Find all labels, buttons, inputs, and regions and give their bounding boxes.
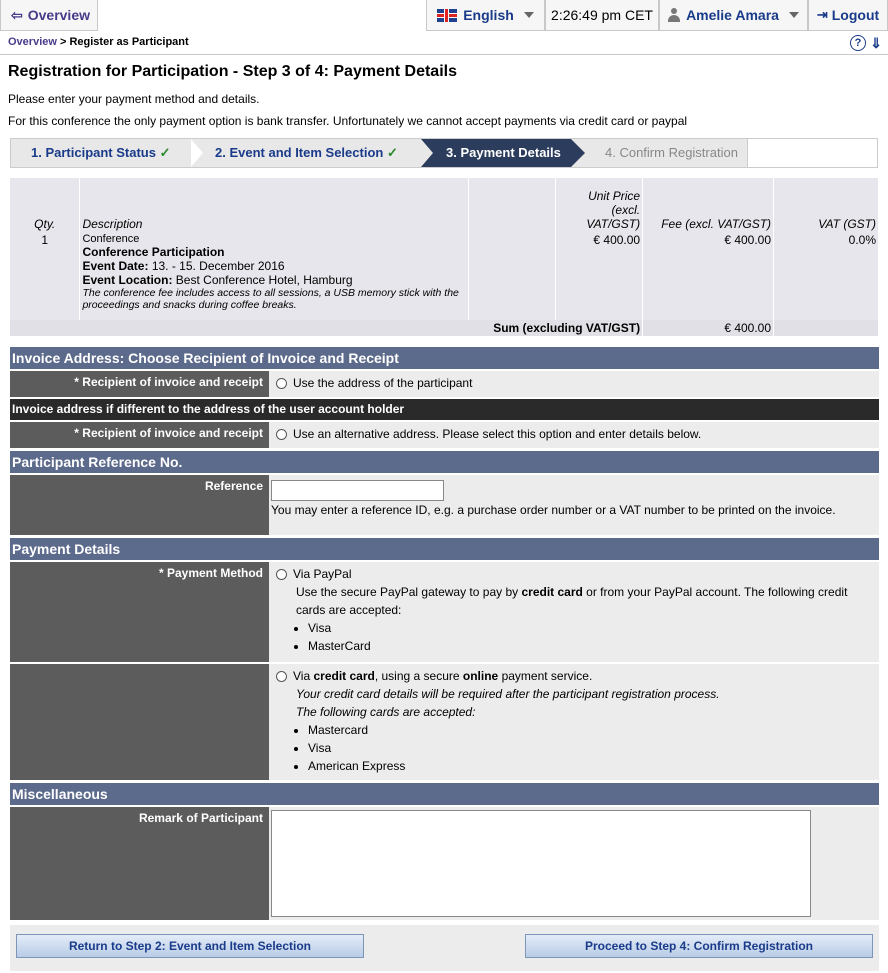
reference-row (10, 475, 879, 535)
list-item: • Visa (308, 619, 873, 637)
list-item: • MasterCard (308, 637, 873, 655)
step-separator (421, 139, 433, 167)
items-table (10, 178, 879, 336)
cc-option (276, 667, 873, 685)
page-title: Registration for Participation - Step 3 of 4: Payment Details (8, 63, 457, 80)
payment-method-label: * Payment Method (10, 562, 269, 662)
recipient-alt-field (269, 422, 879, 448)
chevron-down-icon (789, 12, 799, 18)
row-description (80, 232, 469, 320)
cc-bold-2: online (462, 669, 499, 683)
user-menu[interactable] (659, 0, 808, 31)
col-empty (469, 178, 556, 232)
language-label: English (463, 7, 514, 23)
payment-paypal-row (10, 562, 879, 662)
cc-note-2: The following cards are accepted: (296, 705, 476, 719)
paypal-desc-bold: credit card (521, 585, 583, 599)
list-item: • American Express (308, 757, 873, 775)
option-alternative-label: Use an alternative address. Please select this option and enter details below. (293, 427, 702, 441)
col-fee: Fee (excl. VAT/GST) (643, 178, 774, 232)
user-name: Amelie Amara (686, 7, 779, 23)
back-arrow-icon: ⇦ (11, 6, 23, 23)
cc-text-2: , using a secure (374, 669, 463, 683)
paypal-cards-list (276, 619, 873, 655)
check-icon: ✓ (386, 145, 398, 160)
check-icon: ✓ (159, 145, 171, 160)
invoice-recipient-row (10, 371, 879, 397)
language-selector[interactable] (426, 0, 545, 31)
sum-label: Sum (excluding VAT/GST) (10, 320, 643, 336)
cc-field (269, 664, 879, 780)
remark-row (10, 807, 879, 920)
col-vat: VAT (GST) (774, 178, 879, 232)
radio-paypal[interactable] (276, 569, 287, 580)
clock (545, 0, 659, 31)
reference-field (269, 475, 879, 535)
recipient-field (269, 371, 879, 397)
chevron-down-icon (524, 12, 534, 18)
item-name: Conference Participation (82, 245, 225, 259)
row-vat: 0.0% (774, 232, 879, 320)
recipient-label-alt: * Recipient of invoice and receipt (10, 422, 269, 448)
step-separator (191, 139, 203, 167)
clock-time: 2:26:49 pm CET (551, 7, 653, 23)
radio-alternative-address[interactable] (276, 429, 287, 440)
radio-credit-card[interactable] (276, 671, 287, 682)
item-category: Conference (82, 233, 140, 245)
logout-label: Logout (831, 7, 880, 23)
breadcrumb-overview-link[interactable]: Overview (8, 36, 57, 48)
user-icon (668, 8, 680, 22)
sum-row (10, 320, 879, 336)
invoice-section-heading: Invoice Address: Choose Recipient of Invoice and Receipt (10, 347, 879, 369)
remark-textarea[interactable] (271, 810, 811, 917)
recipient-label: * Recipient of invoice and receipt (10, 371, 269, 397)
reference-help: You may enter a reference ID, e.g. a purchase order number or a VAT number to be printed on the invoice. (271, 503, 836, 517)
payment-note: For this conference the only payment option is bank transfer. Unfortunately we cannot accept payments via credit card or paypal (8, 114, 688, 128)
overview-button[interactable] (0, 0, 98, 31)
download-icon[interactable]: ⇓ (870, 35, 882, 51)
cc-text-3: payment service. (498, 669, 593, 683)
item-location (82, 273, 466, 287)
reference-section-heading: Participant Reference No. (10, 451, 879, 473)
paypal-title: Via PayPal (293, 567, 352, 581)
item-location-label: Event Location: (82, 273, 173, 287)
list-item: • Visa (308, 739, 873, 757)
row-unit-price: € 400.00 (556, 232, 643, 320)
table-header-row (10, 178, 879, 232)
col-qty: Qty. (10, 178, 80, 232)
item-date-value: 13. - 15. December 2016 (148, 259, 285, 273)
form-footer (10, 925, 879, 971)
paypal-option (276, 565, 873, 583)
logout-button[interactable] (808, 0, 888, 31)
col-description: Description (80, 178, 469, 232)
option-participant-label: Use the address of the participant (293, 376, 473, 390)
reference-input[interactable] (271, 480, 444, 501)
cc-bold: credit card (313, 669, 375, 683)
list-item: • Mastercard (308, 721, 873, 739)
payment-cc-label-cell (10, 664, 269, 780)
remark-label: Remark of Participant (10, 807, 269, 920)
paypal-description (276, 583, 873, 619)
step-1-label: 1. Participant Status (31, 145, 156, 160)
step-3-active (421, 139, 571, 167)
item-date (82, 259, 466, 273)
sum-empty (774, 320, 879, 336)
step-4-label: 4. Confirm Registration (605, 145, 738, 160)
payment-section-heading: Payment Details (10, 538, 879, 560)
invoice-alt-row (10, 422, 879, 448)
overview-label: Overview (27, 7, 90, 23)
cc-cards-list (276, 721, 873, 775)
remark-field (269, 807, 879, 920)
item-note: The conference fee includes access to all sessions, a USB memory stick with the proceedings and snacks during coffee breaks. (82, 287, 459, 311)
reference-label: Reference (10, 475, 269, 535)
paypal-desc-text: Use the secure PayPal gateway to pay by (296, 585, 522, 599)
payment-cc-row (10, 664, 879, 780)
step-indicator (10, 138, 878, 168)
item-date-label: Event Date: (82, 259, 149, 273)
misc-section-heading: Miscellaneous (10, 783, 879, 805)
step-3-label: 3. Payment Details (446, 145, 561, 160)
radio-participant-address[interactable] (276, 378, 287, 389)
uk-flag-icon (437, 9, 457, 22)
alt-invoice-heading: Invoice address if different to the address of the user account holder (10, 399, 879, 420)
table-row (10, 232, 879, 320)
step-2[interactable] (215, 139, 398, 167)
intro-text: Please enter your payment method and details. (8, 92, 260, 106)
breadcrumb-current: Register as Participant (69, 36, 189, 48)
next-step-button[interactable]: Proceed to Step 4: Confirm Registration (525, 934, 873, 958)
back-step-button[interactable]: Return to Step 2: Event and Item Selection (16, 934, 364, 958)
cc-note-1: Your credit card details will be required after the participant registration process. (296, 687, 720, 701)
breadcrumb (0, 33, 888, 55)
row-qty: 1 (10, 232, 80, 320)
step-1[interactable] (31, 139, 171, 167)
help-icon[interactable]: ? (850, 35, 866, 51)
sum-value: € 400.00 (643, 320, 774, 336)
step-2-label: 2. Event and Item Selection (215, 145, 384, 160)
paypal-field (269, 562, 879, 662)
item-location-value: Best Conference Hotel, Hamburg (172, 273, 353, 287)
col-unit-price: Unit Price (excl. VAT/GST) (556, 178, 643, 232)
breadcrumb-separator: > (56, 36, 70, 48)
cc-text: Via (293, 669, 314, 683)
topbar-spacer (98, 0, 426, 31)
row-empty (469, 232, 556, 320)
top-bar (0, 0, 888, 33)
step-bar-end (748, 139, 877, 167)
step-4 (605, 139, 738, 167)
logout-icon: ⇥ (816, 7, 828, 22)
row-fee: € 400.00 (643, 232, 774, 320)
paypal-desc-text-2: or from your PayPal account. The following credit cards are accepted: (296, 585, 848, 617)
